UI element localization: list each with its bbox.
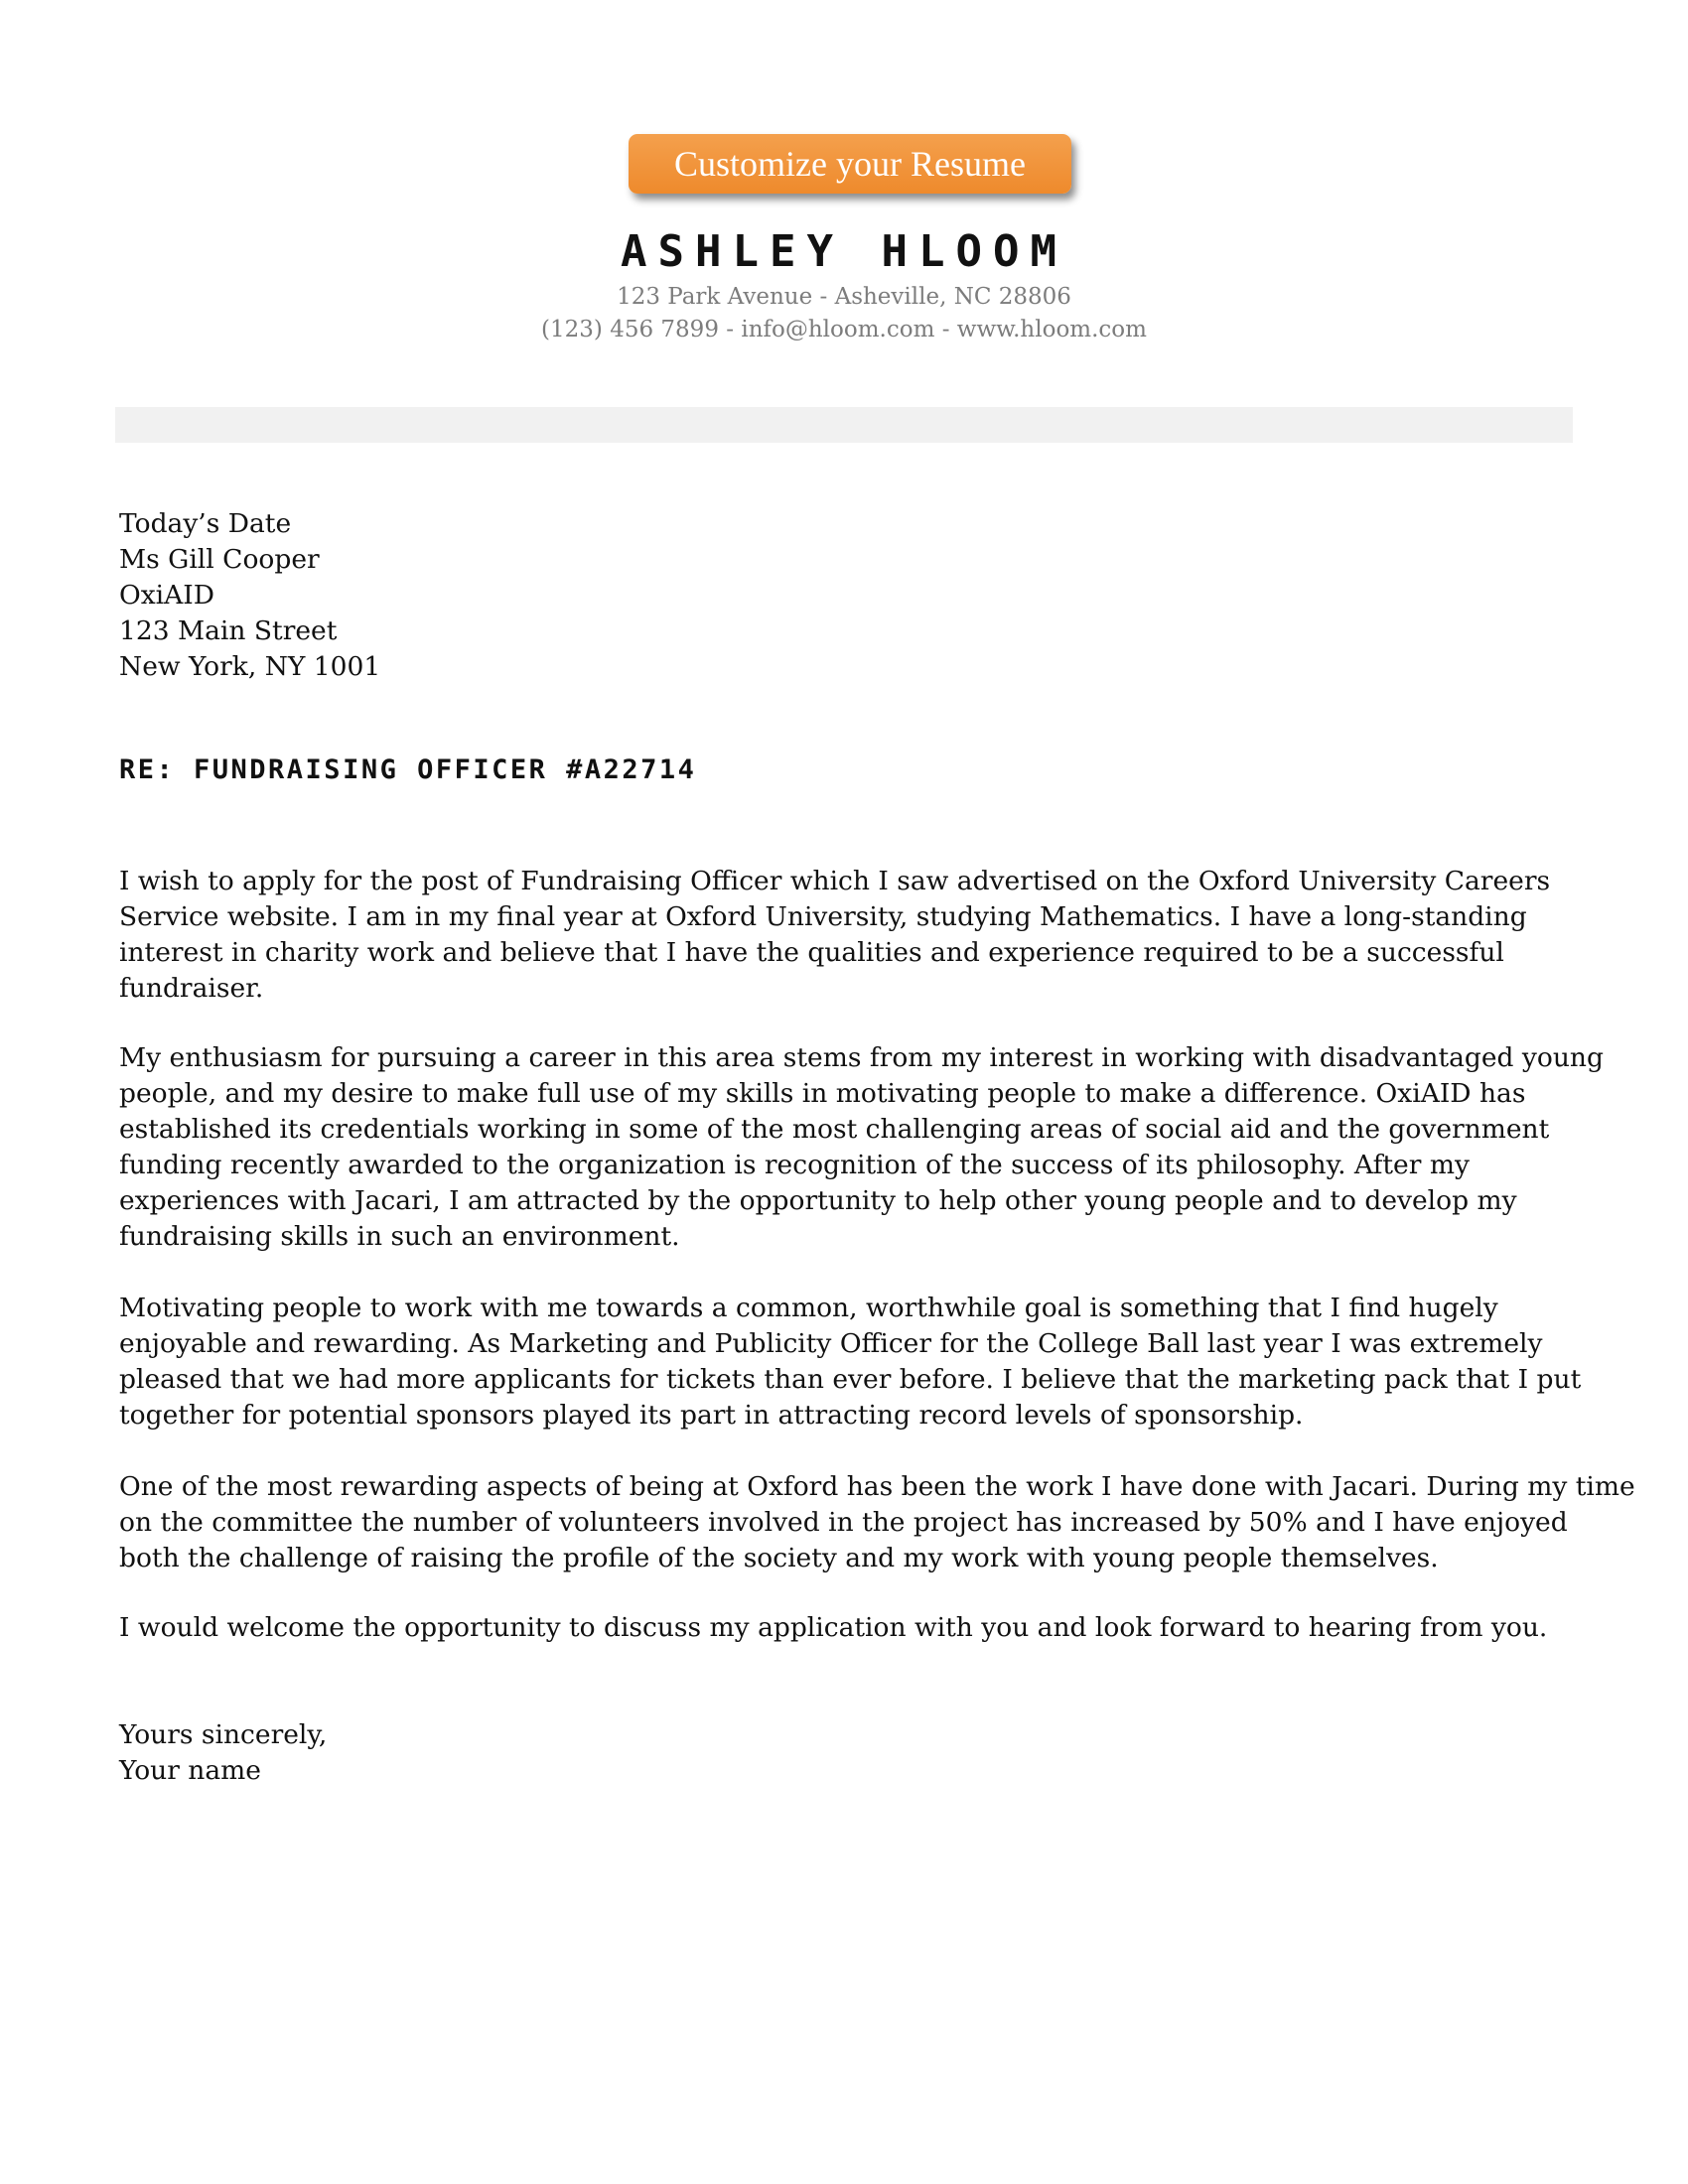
paragraph-line: pleased that we had more applicants for tickets than ever before. I believe that the marketing pack that I put: [119, 1364, 1582, 1395]
recipient-block: [119, 506, 380, 685]
recipient-company: OxiAID: [119, 580, 214, 611]
paragraph-line: together for potential sponsors played its part in attracting record levels of sponsorship.: [119, 1400, 1304, 1431]
paragraph-line: both the challenge of raising the profile of the society and my work with young people themselves.: [119, 1543, 1439, 1573]
body-paragraph-5: [119, 1610, 1579, 1646]
paragraph-line: enjoyable and rewarding. As Marketing and Publicity Officer for the College Ball last year I was extremely: [119, 1328, 1543, 1359]
closing-salutation: Yours sincerely,: [119, 1719, 328, 1750]
paragraph-line: interest in charity work and believe that I have the qualities and experience required to be a successful: [119, 937, 1504, 968]
body-paragraph-4: [119, 1469, 1635, 1576]
paragraph-line: I wish to apply for the post of Fundraising Officer which I saw advertised on the Oxford University Careers: [119, 866, 1551, 896]
paragraph-line: established its credentials working in some of the most challenging areas of social aid and the government: [119, 1114, 1550, 1145]
recipient-street: 123 Main Street: [119, 615, 338, 646]
subject-line: RE: FUNDRAISING OFFICER #A22714: [119, 754, 697, 785]
body-paragraph-2: [119, 1040, 1604, 1255]
paragraph-line: on the committee the number of volunteers involved in the project has increased by 50% and I have enjoyed: [119, 1507, 1568, 1538]
applicant-name: ASHLEY HLOOM: [621, 226, 1067, 277]
body-paragraph-1: [119, 864, 1579, 1007]
paragraph-line: Motivating people to work with me towards a common, worthwhile goal is something that I find hugely: [119, 1293, 1498, 1323]
paragraph-line: My enthusiasm for pursuing a career in this area stems from my interest in working with disadvantaged young: [119, 1042, 1604, 1073]
paragraph-line: funding recently awarded to the organization is recognition of the success of its philosophy. After my: [119, 1150, 1470, 1180]
recipient-name: Ms Gill Cooper: [119, 544, 320, 575]
body-paragraph-3: [119, 1291, 1582, 1433]
paragraph-line: people, and my desire to make full use of my skills in motivating people to make a difference. OxiAID has: [119, 1078, 1526, 1109]
paragraph-line: fundraiser.: [119, 973, 264, 1004]
applicant-contact: (123) 456 7899 - info@hloom.com - www.hloom.com: [541, 317, 1147, 342]
paragraph-line: One of the most rewarding aspects of being at Oxford has been the work I have done with Jacari. During my time: [119, 1471, 1635, 1502]
paragraph-line: experiences with Jacari, I am attracted by the opportunity to help other young people and to develop my: [119, 1185, 1517, 1216]
closing-block: [119, 1717, 1579, 1789]
header-divider: [115, 407, 1573, 443]
paragraph-line: fundraising skills in such an environment.: [119, 1221, 680, 1252]
applicant-address: 123 Park Avenue - Asheville, NC 28806: [617, 284, 1071, 310]
closing-signature: Your name: [119, 1755, 261, 1786]
customize-resume-button[interactable]: Customize your Resume: [629, 134, 1071, 194]
letter-date: Today’s Date: [119, 508, 292, 539]
paragraph-line: I would welcome the opportunity to discuss my application with you and look forward to hearing from you.: [119, 1612, 1548, 1643]
paragraph-line: Service website. I am in my final year at Oxford University, studying Mathematics. I have a long-standing: [119, 901, 1527, 932]
recipient-city: New York, NY 1001: [119, 651, 381, 682]
